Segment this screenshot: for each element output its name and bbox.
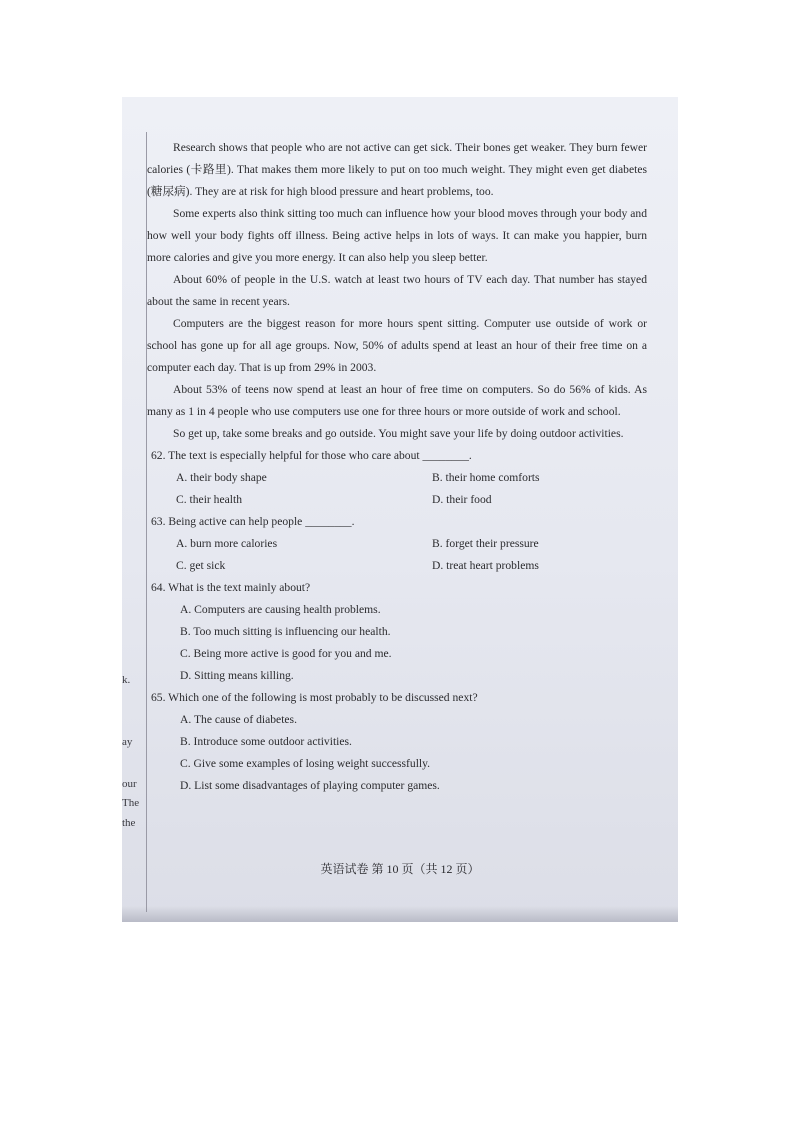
passage-paragraph: Some experts also think sitting too much can influence how your blood moves through your body and how well your body fights off illness. Being active helps in lots of ways. It can make you happier, burn more calories and give you more energy. It can also help you sleep better.: [147, 207, 647, 264]
option-a: A. Computers are causing health problems.: [180, 603, 381, 616]
bleed-text: k.: [122, 674, 131, 686]
question-64: [147, 577, 647, 687]
bleed-text: the: [122, 817, 136, 829]
option-b: B. forget their pressure: [432, 537, 539, 550]
passage-paragraph: About 53% of teens now spend at least an hour of free time on computers. So do 56% of kids. As many as 1 in 4 people who use computers use one for three hours or more outside of work and school.: [147, 383, 647, 418]
option-c: C. Give some examples of losing weight successfully.: [180, 757, 431, 770]
question-62: [147, 445, 647, 511]
passage-paragraph: So get up, take some breaks and go outside. You might save your life by doing outdoor activities.: [173, 427, 624, 440]
question-stem: 65. Which one of the following is most probably to be discussed next?: [151, 691, 478, 704]
passage-paragraph: Computers are the biggest reason for more hours spent sitting. Computer use outside of work or school has gone up for all age groups. Now, 50% of adults spend at least an hour of their free time on a computer each day. That is up from 29% in 2003.: [147, 317, 647, 374]
question-65: [147, 687, 647, 797]
option-a: A. The cause of diabetes.: [180, 713, 297, 726]
page-footer: 英语试卷 第 10 页（共 12 页）: [320, 862, 480, 876]
bleed-text: ay: [122, 736, 133, 748]
bleed-text: The: [122, 797, 140, 809]
option-d: D. List some disadvantages of playing computer games.: [180, 779, 440, 792]
option-a: A. burn more calories: [176, 537, 278, 550]
option-c: C. their health: [176, 493, 243, 506]
question-stem: 63. Being active can help people ________.: [151, 515, 355, 528]
answer-options: [147, 533, 647, 577]
option-b: B. their home comforts: [432, 471, 540, 484]
option-b: B. Too much sitting is influencing our health.: [180, 625, 391, 638]
passage-paragraph: About 60% of people in the U.S. watch at least two hours of TV each day. That number has stayed about the same in recent years.: [147, 273, 647, 308]
question-stem: 62. The text is especially helpful for those who care about ________.: [151, 449, 472, 462]
option-d: D. their food: [432, 493, 492, 506]
option-c: C. get sick: [176, 559, 226, 572]
option-d: D. Sitting means killing.: [180, 669, 294, 682]
reading-passage-section: [147, 137, 647, 797]
exam-page: [122, 97, 678, 922]
option-b: B. Introduce some outdoor activities.: [180, 735, 352, 748]
option-a: A. their body shape: [176, 471, 267, 484]
option-c: C. Being more active is good for you and me.: [180, 647, 392, 660]
answer-options: [147, 467, 647, 511]
option-d: D. treat heart problems: [432, 559, 539, 572]
answer-options: [147, 709, 647, 797]
question-63: [147, 511, 647, 577]
answer-options: [147, 599, 647, 687]
question-stem: 64. What is the text mainly about?: [151, 581, 311, 594]
passage-paragraph: Research shows that people who are not active can get sick. Their bones get weaker. They burn fewer calories (卡路里). That makes them more likely to put on too much weight. They might even get diabetes (糖尿病). They are at risk for high blood pressure and heart problems, too.: [147, 141, 647, 198]
page-shadow: [122, 906, 678, 922]
bleed-text: our: [122, 778, 137, 790]
